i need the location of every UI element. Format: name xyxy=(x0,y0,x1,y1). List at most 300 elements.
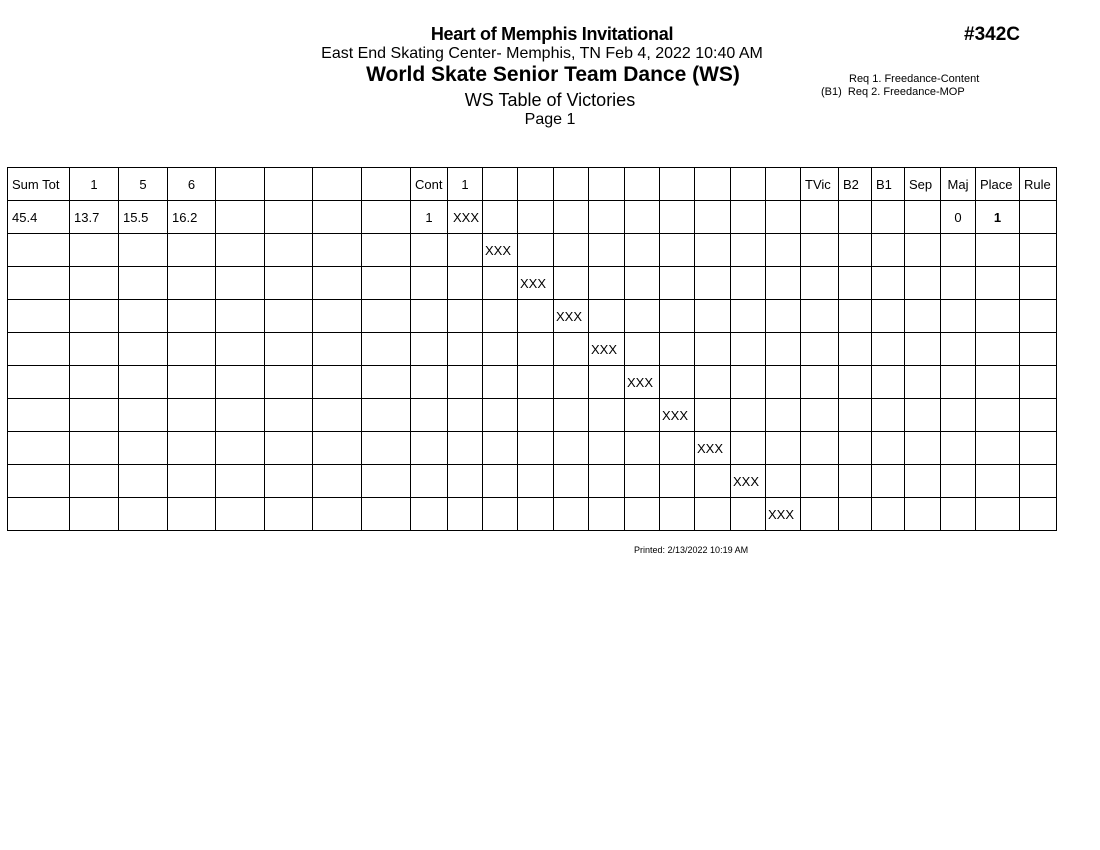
table-cell xyxy=(660,432,695,465)
table-cell xyxy=(362,366,411,399)
table-cell xyxy=(168,300,216,333)
table-cell xyxy=(905,300,941,333)
table-cell xyxy=(872,300,905,333)
table-cell xyxy=(518,333,554,366)
table-cell xyxy=(589,498,625,531)
table-cell xyxy=(766,465,801,498)
table-cell xyxy=(168,333,216,366)
table-cell xyxy=(411,366,448,399)
cell-value: 45.4 xyxy=(12,209,38,225)
table-cell xyxy=(216,366,265,399)
table-cell xyxy=(731,498,766,531)
table-cell xyxy=(168,465,216,498)
table-cell xyxy=(411,333,448,366)
table-cell xyxy=(119,300,168,333)
table-cell xyxy=(839,300,872,333)
table-cell xyxy=(839,201,872,234)
cell-value: XXX xyxy=(591,341,618,357)
requirement-2 xyxy=(821,86,965,98)
table-cell xyxy=(518,465,554,498)
table-cell xyxy=(119,201,168,234)
header-label: B2 xyxy=(843,176,859,192)
cell-value: XXX xyxy=(733,473,760,489)
table-cell xyxy=(695,399,731,432)
table-cell xyxy=(216,201,265,234)
table-cell xyxy=(313,234,362,267)
table-cell xyxy=(518,399,554,432)
table-cell xyxy=(554,201,589,234)
table-row xyxy=(8,432,1057,465)
table-cell xyxy=(168,267,216,300)
cell-value: XXX xyxy=(485,242,512,258)
table-cell xyxy=(168,366,216,399)
table-cell xyxy=(695,432,731,465)
table-cell xyxy=(660,465,695,498)
header-cell xyxy=(483,168,518,201)
table-cell xyxy=(801,234,839,267)
table-cell xyxy=(941,333,976,366)
table-cell xyxy=(1020,498,1057,531)
table-cell xyxy=(362,234,411,267)
table-cell xyxy=(941,366,976,399)
header-label: Rule xyxy=(1024,176,1051,192)
table-cell xyxy=(766,201,801,234)
table-cell xyxy=(941,201,976,234)
table-cell xyxy=(625,234,660,267)
table-cell xyxy=(265,399,313,432)
table-cell xyxy=(589,399,625,432)
header-cell xyxy=(801,168,839,201)
header-label: Place xyxy=(980,176,1013,192)
table-cell xyxy=(518,234,554,267)
table-cell xyxy=(905,267,941,300)
table-cell xyxy=(1020,399,1057,432)
table-cell xyxy=(660,333,695,366)
table-cell xyxy=(313,267,362,300)
table-cell xyxy=(216,399,265,432)
table-cell xyxy=(695,234,731,267)
event-number: #342C xyxy=(964,24,1020,45)
table-cell xyxy=(518,366,554,399)
table-cell xyxy=(448,498,483,531)
header-label: TVic xyxy=(805,176,831,192)
table-cell xyxy=(941,234,976,267)
table-cell xyxy=(976,234,1020,267)
table-cell xyxy=(839,333,872,366)
table-row xyxy=(8,267,1057,300)
table-cell xyxy=(625,300,660,333)
table-cell xyxy=(518,201,554,234)
table-cell xyxy=(731,234,766,267)
table-cell xyxy=(589,300,625,333)
table-cell xyxy=(905,201,941,234)
cell-value: XXX xyxy=(520,275,547,291)
header-label: 5 xyxy=(139,176,147,192)
table-cell xyxy=(839,399,872,432)
table-cell xyxy=(801,399,839,432)
table-row xyxy=(8,234,1057,267)
table-cell xyxy=(1020,300,1057,333)
table-cell xyxy=(313,366,362,399)
table-cell xyxy=(313,201,362,234)
table-cell xyxy=(8,465,70,498)
table-cell xyxy=(448,333,483,366)
table-cell xyxy=(839,366,872,399)
table-cell xyxy=(8,432,70,465)
header-cell xyxy=(695,168,731,201)
table-cell xyxy=(362,465,411,498)
cell-value: XXX xyxy=(627,374,654,390)
table-cell xyxy=(265,300,313,333)
table-cell xyxy=(976,498,1020,531)
table-cell xyxy=(313,300,362,333)
header-label: Cont xyxy=(415,176,443,192)
table-cell xyxy=(905,333,941,366)
table-cell xyxy=(362,201,411,234)
table-cell xyxy=(265,465,313,498)
table-cell xyxy=(8,366,70,399)
table-cell xyxy=(839,432,872,465)
table-cell xyxy=(766,399,801,432)
table-cell xyxy=(1020,201,1057,234)
table-cell xyxy=(905,234,941,267)
table-cell xyxy=(411,498,448,531)
table-row xyxy=(8,366,1057,399)
table-cell xyxy=(362,399,411,432)
header-cell xyxy=(518,168,554,201)
header-cell xyxy=(731,168,766,201)
table-cell xyxy=(448,432,483,465)
table-cell xyxy=(941,498,976,531)
table-cell xyxy=(483,498,518,531)
header-cell xyxy=(362,168,411,201)
table-cell xyxy=(313,465,362,498)
event-title: World Skate Senior Team Dance (WS) xyxy=(366,63,740,86)
table-cell xyxy=(119,465,168,498)
table-row xyxy=(8,333,1057,366)
table-cell xyxy=(554,498,589,531)
table-cell xyxy=(518,498,554,531)
table-cell xyxy=(839,267,872,300)
table-cell xyxy=(448,399,483,432)
table-cell xyxy=(8,234,70,267)
table-cell xyxy=(766,498,801,531)
table-cell xyxy=(766,267,801,300)
table-cell xyxy=(1020,234,1057,267)
table-cell xyxy=(801,432,839,465)
table-cell xyxy=(801,300,839,333)
table-cell xyxy=(70,366,119,399)
table-cell xyxy=(8,498,70,531)
table-cell xyxy=(554,300,589,333)
table-cell xyxy=(483,366,518,399)
table-cell xyxy=(411,465,448,498)
table-cell xyxy=(70,201,119,234)
table-cell xyxy=(70,465,119,498)
table-cell xyxy=(731,267,766,300)
requirement-1 xyxy=(849,73,979,85)
requirement-prefix: (B1) xyxy=(821,86,842,98)
table-cell xyxy=(766,300,801,333)
table-cell xyxy=(448,201,483,234)
table-cell xyxy=(313,399,362,432)
table-cell xyxy=(905,498,941,531)
table-cell xyxy=(589,234,625,267)
table-cell xyxy=(265,267,313,300)
table-cell xyxy=(265,366,313,399)
table-cell xyxy=(119,498,168,531)
cell-value: 1 xyxy=(993,209,1002,225)
table-cell xyxy=(766,366,801,399)
header-cell xyxy=(554,168,589,201)
table-cell xyxy=(554,366,589,399)
table-cell xyxy=(448,366,483,399)
table-cell xyxy=(976,465,1020,498)
header-cell xyxy=(976,168,1020,201)
header-cell xyxy=(168,168,216,201)
table-cell xyxy=(839,498,872,531)
table-cell xyxy=(265,498,313,531)
header-label: Sum Tot xyxy=(12,176,60,192)
table-cell xyxy=(216,465,265,498)
table-cell xyxy=(731,300,766,333)
table-cell xyxy=(1020,366,1057,399)
table-cell xyxy=(872,267,905,300)
table-cell xyxy=(625,498,660,531)
table-cell xyxy=(362,300,411,333)
table-cell xyxy=(731,399,766,432)
cell-value: 0 xyxy=(954,209,962,225)
table-cell xyxy=(660,234,695,267)
table-cell xyxy=(839,465,872,498)
table-cell xyxy=(168,234,216,267)
table-cell xyxy=(839,234,872,267)
table-cell xyxy=(660,366,695,399)
cell-value: 1 xyxy=(425,209,433,225)
table-cell xyxy=(313,432,362,465)
victories-table xyxy=(7,167,1057,531)
header-cell xyxy=(8,168,70,201)
header-cell xyxy=(589,168,625,201)
header-cell xyxy=(70,168,119,201)
header-label: Sep xyxy=(909,176,933,192)
table-cell xyxy=(119,267,168,300)
header-label: 1 xyxy=(90,176,98,192)
header-cell xyxy=(839,168,872,201)
table-cell xyxy=(518,432,554,465)
table-cell xyxy=(695,300,731,333)
table-cell xyxy=(941,399,976,432)
table-cell xyxy=(731,432,766,465)
header-cell xyxy=(766,168,801,201)
table-cell xyxy=(695,366,731,399)
table-cell xyxy=(766,333,801,366)
table-cell xyxy=(660,498,695,531)
requirement-label: Req 1. Freedance-Content xyxy=(849,73,980,85)
header-label: Maj xyxy=(947,176,969,192)
table-cell xyxy=(411,432,448,465)
table-cell xyxy=(625,432,660,465)
table-cell xyxy=(731,333,766,366)
header-cell xyxy=(872,168,905,201)
table-cell xyxy=(589,333,625,366)
header-cell xyxy=(660,168,695,201)
table-header-row xyxy=(8,168,1057,201)
table-cell xyxy=(483,465,518,498)
table-cell xyxy=(483,201,518,234)
table-cell xyxy=(362,267,411,300)
table-cell xyxy=(554,465,589,498)
header-cell xyxy=(119,168,168,201)
table-cell xyxy=(483,267,518,300)
table-cell xyxy=(216,432,265,465)
table-cell xyxy=(589,201,625,234)
table-cell xyxy=(872,234,905,267)
table-cell xyxy=(872,399,905,432)
table-cell xyxy=(976,267,1020,300)
table-cell xyxy=(362,498,411,531)
table-cell xyxy=(976,399,1020,432)
table-cell xyxy=(625,399,660,432)
table-cell xyxy=(70,399,119,432)
table-cell xyxy=(905,465,941,498)
header-cell xyxy=(313,168,362,201)
table-row xyxy=(8,465,1057,498)
header-cell xyxy=(411,168,448,201)
table-cell xyxy=(1020,333,1057,366)
header-label: 6 xyxy=(187,176,196,192)
table-cell xyxy=(589,366,625,399)
table-cell xyxy=(313,333,362,366)
header-label: B1 xyxy=(876,176,892,192)
table-row xyxy=(8,399,1057,432)
cell-value: XXX xyxy=(556,308,583,324)
table-cell xyxy=(8,399,70,432)
table-cell xyxy=(801,366,839,399)
table-cell xyxy=(941,267,976,300)
table-cell xyxy=(411,300,448,333)
table-cell xyxy=(483,432,518,465)
table-cell xyxy=(625,201,660,234)
table-cell xyxy=(70,432,119,465)
header-cell xyxy=(265,168,313,201)
table-cell xyxy=(518,300,554,333)
cell-value: 15.5 xyxy=(123,209,149,225)
table-cell xyxy=(448,300,483,333)
table-cell xyxy=(8,333,70,366)
table-cell xyxy=(660,201,695,234)
table-cell xyxy=(554,234,589,267)
table-cell xyxy=(168,498,216,531)
table-cell xyxy=(70,333,119,366)
table-cell xyxy=(70,498,119,531)
table-cell xyxy=(941,300,976,333)
table-cell xyxy=(70,234,119,267)
table-title: WS Table of Victories xyxy=(464,90,636,110)
table-cell xyxy=(731,465,766,498)
header-cell xyxy=(1020,168,1057,201)
table-cell xyxy=(313,498,362,531)
table-cell xyxy=(70,267,119,300)
cell-value: XXX xyxy=(697,440,724,456)
table-cell xyxy=(801,333,839,366)
cell-value: XXX xyxy=(662,407,689,423)
table-cell xyxy=(695,333,731,366)
venue-date-line: East End Skating Center- Memphis, TN Feb 4, 2022 10:40 AM xyxy=(321,45,763,62)
table-cell xyxy=(905,399,941,432)
table-cell xyxy=(168,201,216,234)
table-cell xyxy=(872,201,905,234)
table-cell xyxy=(801,267,839,300)
cell-value: XXX xyxy=(452,209,479,225)
table-cell xyxy=(411,201,448,234)
table-cell xyxy=(119,399,168,432)
table-cell xyxy=(168,432,216,465)
table-cell xyxy=(872,432,905,465)
table-cell xyxy=(801,498,839,531)
table-cell xyxy=(518,267,554,300)
table-cell xyxy=(411,234,448,267)
table-cell xyxy=(1020,432,1057,465)
table-cell xyxy=(766,432,801,465)
table-cell xyxy=(625,465,660,498)
table-cell xyxy=(265,333,313,366)
table-cell xyxy=(660,399,695,432)
table-cell xyxy=(8,300,70,333)
table-cell xyxy=(483,234,518,267)
table-cell xyxy=(119,234,168,267)
table-cell xyxy=(265,234,313,267)
competition-title: Heart of Memphis Invitational xyxy=(430,24,674,44)
table-cell xyxy=(695,465,731,498)
table-cell xyxy=(554,333,589,366)
table-cell xyxy=(554,432,589,465)
table-cell xyxy=(483,399,518,432)
table-cell xyxy=(660,267,695,300)
table-cell xyxy=(483,333,518,366)
table-cell xyxy=(411,267,448,300)
table-cell xyxy=(941,465,976,498)
table-cell xyxy=(362,333,411,366)
table-cell xyxy=(872,498,905,531)
cell-value: 13.7 xyxy=(74,209,100,225)
table-cell xyxy=(1020,267,1057,300)
table-cell xyxy=(801,201,839,234)
table-cell xyxy=(660,300,695,333)
table-cell xyxy=(119,366,168,399)
table-cell xyxy=(872,366,905,399)
printed-timestamp: Printed: 2/13/2022 10:19 AM xyxy=(634,545,749,555)
table-cell xyxy=(119,432,168,465)
header-cell xyxy=(216,168,265,201)
header-label: 1 xyxy=(461,176,469,192)
table-cell xyxy=(905,366,941,399)
table-cell xyxy=(625,267,660,300)
cell-value: 16.2 xyxy=(172,209,198,225)
cell-value: XXX xyxy=(768,506,795,522)
table-cell xyxy=(941,432,976,465)
table-cell xyxy=(554,399,589,432)
table-cell xyxy=(905,432,941,465)
table-cell xyxy=(70,300,119,333)
header-cell xyxy=(905,168,941,201)
table-cell xyxy=(695,267,731,300)
table-cell xyxy=(265,432,313,465)
table-cell xyxy=(483,300,518,333)
table-cell xyxy=(216,234,265,267)
table-cell xyxy=(976,432,1020,465)
table-cell xyxy=(216,300,265,333)
